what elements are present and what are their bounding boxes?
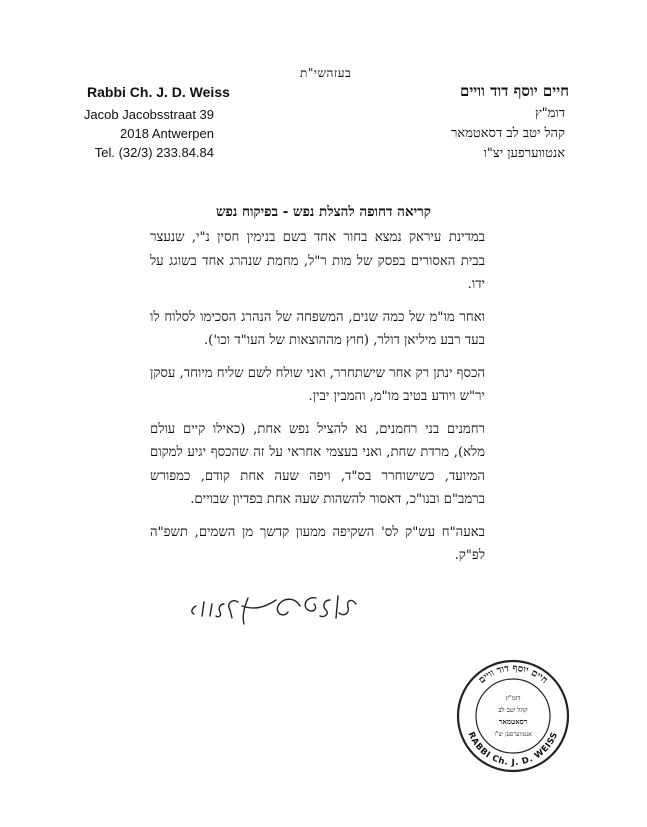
stamp-line-2: קהל יטב לב bbox=[498, 706, 528, 714]
english-tel: Tel. (32/3) 233.84.84 bbox=[94, 145, 214, 160]
official-stamp bbox=[454, 656, 572, 774]
letter-title: קריאה דחופה להצלת נפש - בפיקוח נפש bbox=[215, 204, 432, 220]
hebrew-city: אנטווערפען יצ"ו bbox=[483, 146, 565, 161]
paragraph: באעה"ח עש"ק לס' השקיפה ממעון קדשך מן השמים, תשפ"ה לפ"ק. bbox=[150, 524, 485, 563]
english-city: 2018 Antwerpen bbox=[120, 126, 214, 141]
bsd-heading: בעזהשי"ת bbox=[300, 66, 352, 80]
stamp-english-name: RABBI Ch. J. D. WEISS bbox=[465, 730, 561, 769]
stamp-line-1: דומ"ץ bbox=[505, 694, 521, 702]
signature bbox=[188, 586, 363, 631]
stamp-hebrew-name: חיים יוסף דוד וויים bbox=[476, 662, 550, 686]
paragraph: במדינת עיראק נמצא בחור אחד בשם בנימין חסין נ"י, שנעצר בבית האסורים בפסק של מות ר"ל, מחמת שנהרג אחד בשוגג על ידו. bbox=[150, 230, 485, 292]
letter-body bbox=[150, 226, 485, 577]
english-name: Rabbi Ch. J. D. Weiss bbox=[87, 84, 230, 100]
hebrew-title: דומ"ץ bbox=[534, 106, 565, 121]
paragraph: רחמנים בני רחמנים, נא להציל נפש אחת, (כאילו קיים עולם מלא), מרדת שחת, ואני בעצמי אחראי על זה שהכסף יגיע למקום המיועד, כשישוחרר בס"ד, ויפה שעה אחת קודם, כמפורש ברמב"ם ובנו"כ, דאסור להשהות שעה אחת בפדיון שבויים. bbox=[150, 421, 485, 507]
stamp-inner-ring bbox=[476, 679, 550, 753]
stamp-outer-ring bbox=[458, 661, 568, 771]
stamp-line-4: אנטווערפען יצ"ו bbox=[494, 731, 532, 738]
stamp-line-3: דסאטמאר bbox=[498, 717, 528, 726]
hebrew-congregation: קהל יטב לב דסאטמאר bbox=[451, 126, 565, 141]
paragraph: הכסף ינתן רק אחר שישתחרר, ואני שולח לשם שליח מיוחד, עסקן יר"ש ויודע בטיב מו"מ, והמבין יבין. bbox=[150, 365, 485, 404]
english-street: Jacob Jacobsstraat 39 bbox=[83, 107, 214, 122]
paragraph: ואחר מו"מ של כמה שנים, המשפחה של הנהרג הסכימו לסלוח לו בעד רבע מיליאן דולר, (חוץ מההוצאות של העו"ד וכו'). bbox=[150, 309, 485, 348]
hebrew-name: חיים יוסף דוד וויים bbox=[459, 82, 569, 100]
